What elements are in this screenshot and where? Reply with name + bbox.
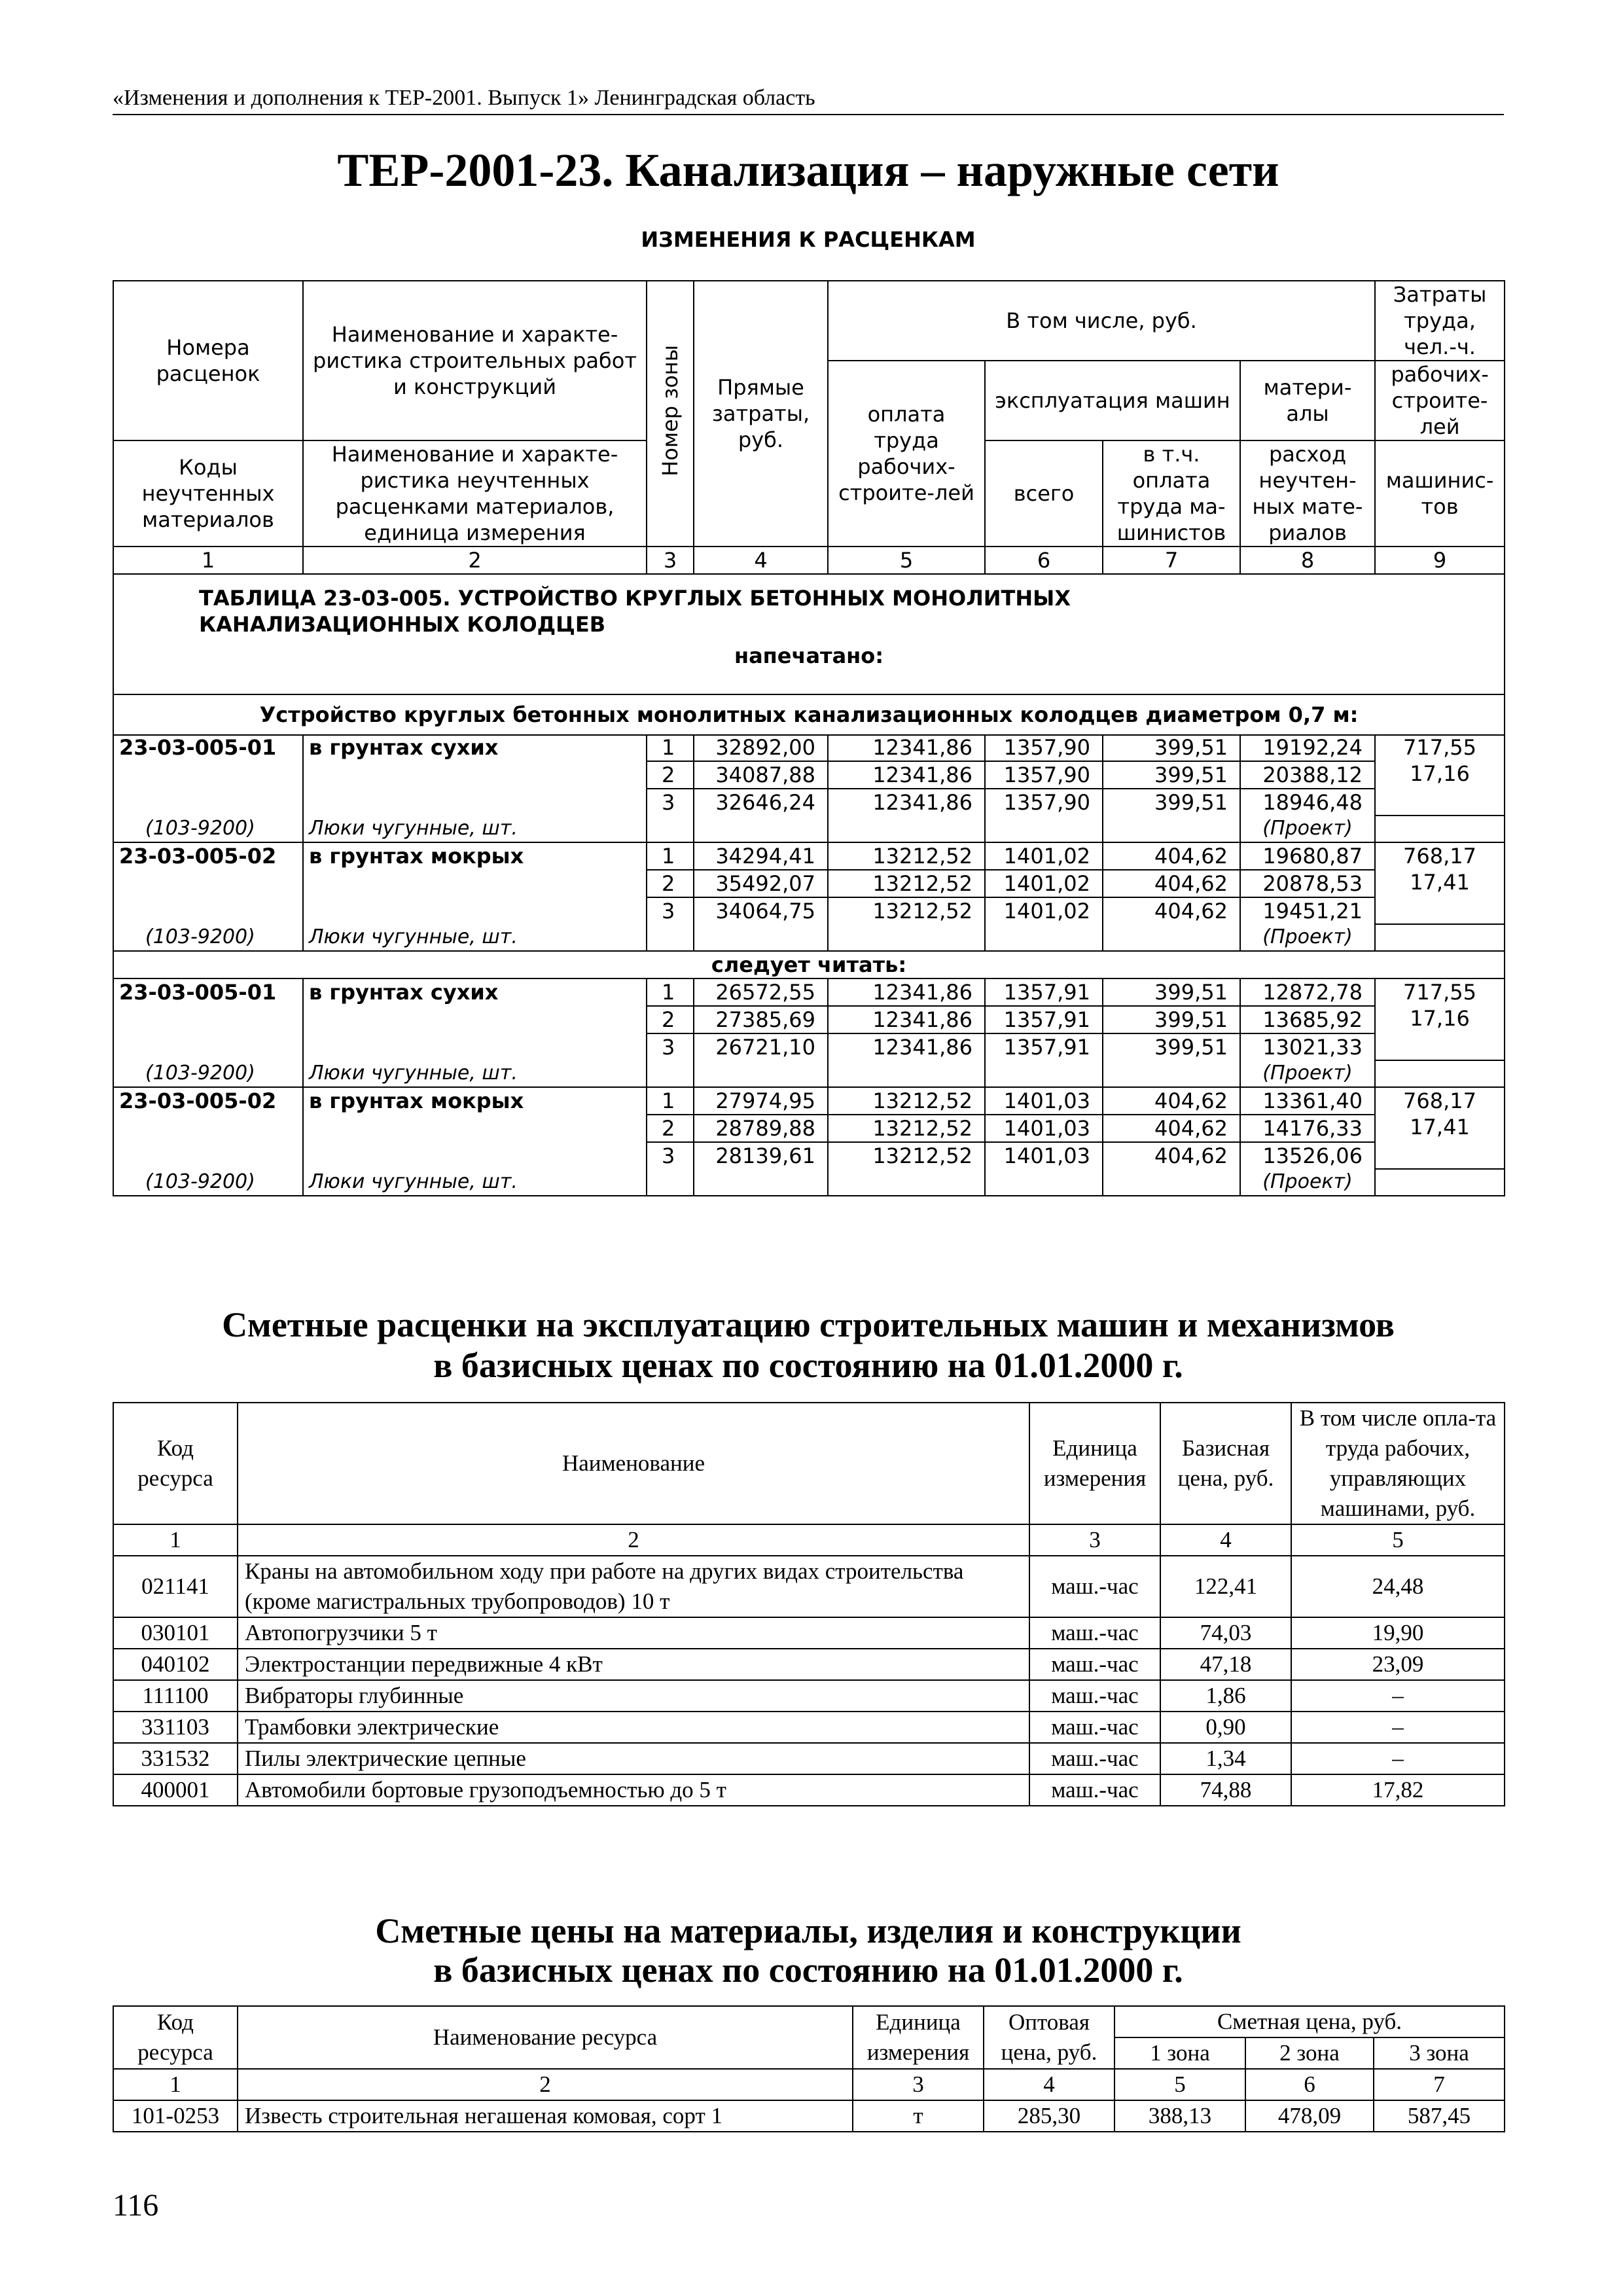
project-note: (Проект)	[1240, 1060, 1375, 1087]
direct-cost: 27385,69	[694, 1006, 828, 1033]
table-row	[113, 2100, 1505, 2132]
machinists-pay: 404,62	[1103, 897, 1240, 924]
table-title-cell	[113, 574, 1505, 694]
table-row	[113, 1649, 1505, 1680]
header-workers: рабочих-строите-лей	[1375, 361, 1505, 440]
base-price: 74,88	[1160, 1774, 1291, 1806]
unit: маш.-час	[1029, 1712, 1160, 1743]
empty-cell	[828, 1060, 985, 1087]
header-resource-code: Код ресурса	[113, 2006, 238, 2069]
machinists-pay: 399,51	[1103, 789, 1240, 816]
direct-cost: 28139,61	[694, 1142, 828, 1169]
empty-cell	[303, 1033, 647, 1060]
labor-costs-cell	[1375, 1087, 1505, 1169]
operator-pay: 19,90	[1291, 1617, 1505, 1649]
header-wholesale-price: Оптовая цена, руб.	[984, 2006, 1115, 2069]
header-resource-name: Наименование ресурса	[238, 2006, 853, 2069]
empty-cell	[694, 1169, 828, 1196]
work-name: в грунтах сухих	[303, 734, 647, 761]
empty-cell	[303, 789, 647, 816]
page-title: ТЕР-2001-23. Канализация – наружные сети	[337, 144, 1279, 196]
materials-cost: 14176,33	[1240, 1115, 1375, 1142]
zone-number: 3	[647, 897, 694, 924]
table-row	[113, 1060, 1505, 1087]
header-machinists: машинис-тов	[1375, 440, 1505, 547]
machine-name: Краны на автомобильном ходу при работе на других видах строительства (кроме магистральных трубопроводов) 10 т	[238, 1556, 1029, 1617]
labor-cost-machinists: 17,41	[1410, 870, 1470, 895]
machine-name: Автомобили бортовые грузоподъемностью до 5 т	[238, 1774, 1029, 1806]
machine-name: Вибраторы глубинные	[238, 1680, 1029, 1712]
resource-name: Известь строительная негашеная комовая, сорт 1	[238, 2100, 853, 2132]
unit: маш.-час	[1029, 1617, 1160, 1649]
rate-code: 23-03-005-01	[113, 734, 303, 761]
base-price: 74,03	[1160, 1617, 1291, 1649]
col-number: 2	[238, 1524, 1029, 1556]
empty-cell	[113, 870, 303, 897]
labor-pay: 13212,52	[828, 1087, 985, 1115]
project-note: (Проект)	[1240, 1169, 1375, 1196]
table-row	[113, 1774, 1505, 1806]
machine-name: Трамбовки электрические	[238, 1712, 1029, 1743]
rate-code: 23-03-005-01	[113, 978, 303, 1006]
operator-pay: 24,48	[1291, 1556, 1505, 1617]
labor-cost-workers: 717,55	[1403, 735, 1476, 760]
table-row	[113, 1617, 1505, 1649]
resource-code: 400001	[113, 1774, 238, 1806]
machines-cost: 1357,91	[985, 978, 1103, 1006]
zone-number: 2	[647, 1115, 694, 1142]
machines-cost: 1357,90	[985, 734, 1103, 761]
empty-cell	[1375, 924, 1505, 951]
labor-cost-machinists: 17,41	[1410, 1115, 1470, 1139]
machines-cost: 1401,02	[985, 870, 1103, 897]
empty-cell	[694, 924, 828, 951]
zone-number: 3	[647, 1033, 694, 1060]
labor-pay: 13212,52	[828, 842, 985, 870]
direct-cost: 27974,95	[694, 1087, 828, 1115]
table-row	[113, 1556, 1505, 1617]
col-number: 4	[984, 2069, 1115, 2100]
header-workers-pay: оплата труда рабочих-строите-лей	[828, 361, 985, 547]
machinists-pay: 399,51	[1103, 734, 1240, 761]
col-number: 4	[1160, 1524, 1291, 1556]
material-code: (103-9200)	[113, 1060, 303, 1087]
base-price: 1,34	[1160, 1743, 1291, 1774]
empty-cell	[1375, 1060, 1505, 1087]
machinists-pay: 399,51	[1103, 978, 1240, 1006]
header-zone: Номер зоны	[658, 345, 683, 476]
col-number: 2	[238, 2069, 853, 2100]
header-estimate-price: Сметная цена, руб.	[1115, 2006, 1505, 2037]
labor-pay: 12341,86	[828, 1006, 985, 1033]
machinists-pay: 404,62	[1103, 1115, 1240, 1142]
machines-cost: 1401,02	[985, 897, 1103, 924]
materials-cost: 12872,78	[1240, 978, 1375, 1006]
table-row	[113, 842, 1505, 870]
empty-cell	[113, 1115, 303, 1142]
labor-cost-machinists: 17,16	[1410, 1006, 1470, 1031]
machines-table	[113, 1402, 1505, 1806]
machine-name: Автопогрузчики 5 т	[238, 1617, 1029, 1649]
empty-cell	[113, 897, 303, 924]
zone-number: 3	[647, 789, 694, 816]
zone-number: 1	[647, 978, 694, 1006]
labor-pay: 12341,86	[828, 761, 985, 789]
col-number: 4	[694, 547, 828, 574]
header-unit: Единица измерения	[853, 2006, 984, 2069]
machines-cost: 1401,02	[985, 842, 1103, 870]
section-subtitle: ИЗМЕНЕНИЯ К РАСЦЕНКАМ	[641, 227, 976, 252]
col-number: 3	[647, 547, 694, 574]
header-work-name: Наименование и характе-ристика строительных работ и конструкций	[303, 281, 647, 440]
unit: маш.-час	[1029, 1680, 1160, 1712]
empty-cell	[647, 1169, 694, 1196]
rate-code: 23-03-005-02	[113, 1087, 303, 1115]
unit: маш.-час	[1029, 1649, 1160, 1680]
table-row	[113, 870, 1505, 897]
table-row	[113, 978, 1505, 1006]
unit: маш.-час	[1029, 1743, 1160, 1774]
labor-costs-cell	[1375, 734, 1505, 816]
labor-pay: 13212,52	[828, 897, 985, 924]
zone-number: 3	[647, 1142, 694, 1169]
machines-section-title-1: Сметные расценки на эксплуатацию строительных машин и механизмов	[222, 1305, 1395, 1344]
empty-cell	[694, 816, 828, 842]
materials-cost: 20388,12	[1240, 761, 1375, 789]
materials-section-title-1: Сметные цены на материалы, изделия и конструкции	[375, 1911, 1241, 1950]
direct-cost: 35492,07	[694, 870, 828, 897]
labor-pay: 13212,52	[828, 1142, 985, 1169]
empty-cell	[1375, 1169, 1505, 1196]
work-name: в грунтах мокрых	[303, 842, 647, 870]
materials-cost: 13685,92	[1240, 1006, 1375, 1033]
machinists-pay: 399,51	[1103, 761, 1240, 789]
header-name: Наименование	[238, 1403, 1029, 1524]
materials-cost: 13021,33	[1240, 1033, 1375, 1060]
direct-cost: 32892,00	[694, 734, 828, 761]
header-material-codes: Коды неучтенных материалов	[113, 440, 303, 547]
direct-cost: 34294,41	[694, 842, 828, 870]
empty-cell	[113, 761, 303, 789]
materials-cost: 13526,06	[1240, 1142, 1375, 1169]
table-row	[113, 897, 1505, 924]
col-number: 3	[853, 2069, 984, 2100]
machinists-pay: 404,62	[1103, 1087, 1240, 1115]
col-number: 5	[1115, 2069, 1245, 2100]
header-including: В том числе, руб.	[828, 281, 1375, 361]
material-name: Люки чугунные, шт.	[303, 924, 647, 951]
section-title: Устройство круглых бетонных монолитных канализационных колодцев диаметром 0,7 м:	[113, 694, 1505, 735]
material-code: (103-9200)	[113, 1169, 303, 1196]
direct-cost: 34087,88	[694, 761, 828, 789]
header-unit: Единица измерения	[1029, 1403, 1160, 1524]
resource-code: 331103	[113, 1712, 238, 1743]
table-row	[113, 1169, 1505, 1196]
labor-pay: 12341,86	[828, 1033, 985, 1060]
empty-cell	[985, 1169, 1103, 1196]
resource-code: 101-0253	[113, 2100, 238, 2132]
empty-cell	[694, 1060, 828, 1087]
unit: маш.-час	[1029, 1774, 1160, 1806]
header-materials: матери-алы	[1240, 361, 1375, 440]
base-price: 47,18	[1160, 1649, 1291, 1680]
machines-cost: 1357,91	[985, 1006, 1103, 1033]
project-note: (Проект)	[1240, 924, 1375, 951]
col-number: 6	[985, 547, 1103, 574]
empty-cell	[985, 924, 1103, 951]
project-note: (Проект)	[1240, 816, 1375, 842]
col-number: 9	[1375, 547, 1505, 574]
table-row	[113, 1142, 1505, 1169]
header-machines-operation: эксплуатация машин	[985, 361, 1240, 440]
zone-number: 2	[647, 761, 694, 789]
materials-cost: 19451,21	[1240, 897, 1375, 924]
material-name: Люки чугунные, шт.	[303, 816, 647, 842]
machine-name: Электростанции передвижные 4 кВт	[238, 1649, 1029, 1680]
materials-cost: 19192,24	[1240, 734, 1375, 761]
zone-number: 1	[647, 842, 694, 870]
col-number: 3	[1029, 1524, 1160, 1556]
direct-cost: 34064,75	[694, 897, 828, 924]
running-head: «Изменения и дополнения к ТЕР-2001. Выпуск 1» Ленинградская область	[113, 84, 1504, 115]
table-title: ТАБЛИЦА 23-03-005. УСТРОЙСТВО КРУГЛЫХ БЕТОННЫХ МОНОЛИТНЫХ КАНАЛИЗАЦИОННЫХ КОЛОДЦЕВ	[199, 586, 1071, 637]
labor-cost-machinists: 17,16	[1410, 761, 1470, 786]
work-name: в грунтах сухих	[303, 978, 647, 1006]
table-row	[113, 761, 1505, 789]
col-number: 6	[1245, 2069, 1374, 2100]
empty-cell	[1103, 1169, 1240, 1196]
header-labor-costs: Затраты труда, чел.-ч.	[1375, 281, 1505, 361]
operator-pay: –	[1291, 1712, 1505, 1743]
header-machines-total: всего	[985, 440, 1103, 547]
materials-cost: 13361,40	[1240, 1087, 1375, 1115]
unit: маш.-час	[1029, 1556, 1160, 1617]
machines-cost: 1401,03	[985, 1142, 1103, 1169]
base-price: 122,41	[1160, 1556, 1291, 1617]
material-name: Люки чугунные, шт.	[303, 1060, 647, 1087]
empty-cell	[113, 1142, 303, 1169]
table-row	[113, 951, 1505, 978]
header-rate-numbers: Номера расценок	[113, 281, 303, 440]
col-number: 8	[1240, 547, 1375, 574]
header-zone-1: 1 зона	[1115, 2037, 1245, 2069]
operator-pay: 23,09	[1291, 1649, 1505, 1680]
header-zone-3: 3 зона	[1374, 2037, 1505, 2069]
unit: т	[853, 2100, 984, 2132]
page-number: 116	[113, 2188, 159, 2223]
machinists-pay: 399,51	[1103, 1006, 1240, 1033]
materials-table	[113, 2005, 1505, 2132]
material-code: (103-9200)	[113, 816, 303, 842]
empty-cell	[1375, 816, 1505, 842]
machinists-pay: 404,62	[1103, 870, 1240, 897]
rates-changes-table-body	[113, 734, 1505, 1196]
wholesale-price: 285,30	[984, 2100, 1115, 2132]
empty-cell	[303, 1006, 647, 1033]
col-number: 1	[113, 2069, 238, 2100]
machines-cost: 1401,03	[985, 1087, 1103, 1115]
labor-cost-workers: 768,17	[1403, 1088, 1476, 1113]
machinists-pay: 404,62	[1103, 842, 1240, 870]
labor-pay: 13212,52	[828, 1115, 985, 1142]
empty-cell	[647, 1060, 694, 1087]
material-code: (103-9200)	[113, 924, 303, 951]
header-zone-cell	[647, 281, 694, 547]
empty-cell	[828, 816, 985, 842]
table-row	[113, 1006, 1505, 1033]
table-row	[113, 924, 1505, 951]
empty-cell	[303, 1142, 647, 1169]
empty-cell	[303, 897, 647, 924]
empty-cell	[647, 816, 694, 842]
materials-cost: 18946,48	[1240, 789, 1375, 816]
labor-costs-cell	[1375, 842, 1505, 924]
labor-pay: 12341,86	[828, 789, 985, 816]
empty-cell	[1103, 924, 1240, 951]
header-zone-2: 2 зона	[1245, 2037, 1374, 2069]
machines-cost: 1357,90	[985, 789, 1103, 816]
table-row	[113, 1712, 1505, 1743]
empty-cell	[113, 1006, 303, 1033]
empty-cell	[303, 870, 647, 897]
operator-pay: –	[1291, 1680, 1505, 1712]
labor-pay: 13212,52	[828, 870, 985, 897]
col-number: 1	[113, 547, 303, 574]
machine-name: Пилы электрические цепные	[238, 1743, 1029, 1774]
labor-pay: 12341,86	[828, 734, 985, 761]
column-numbers-row	[113, 547, 1505, 574]
empty-cell	[985, 1060, 1103, 1087]
header-operator-pay: В том числе опла-та труда рабочих, управляющих машинами, руб.	[1291, 1403, 1505, 1524]
direct-cost: 26572,55	[694, 978, 828, 1006]
resource-code: 040102	[113, 1649, 238, 1680]
table-row	[113, 789, 1505, 816]
direct-cost: 28789,88	[694, 1115, 828, 1142]
labor-pay: 12341,86	[828, 978, 985, 1006]
direct-cost: 26721,10	[694, 1033, 828, 1060]
empty-cell	[113, 789, 303, 816]
empty-cell	[985, 816, 1103, 842]
table-row	[113, 734, 1505, 761]
empty-cell	[113, 1033, 303, 1060]
empty-cell	[303, 1115, 647, 1142]
table-row	[113, 1680, 1505, 1712]
table-row	[113, 816, 1505, 842]
table-row	[113, 1033, 1505, 1060]
resource-code: 331532	[113, 1743, 238, 1774]
table-row	[113, 1115, 1505, 1142]
machines-cost: 1357,91	[985, 1033, 1103, 1060]
materials-section-title-2: в базисных ценах по состоянию на 01.01.2000 г.	[433, 1950, 1183, 1990]
zone-1-price: 388,13	[1115, 2100, 1245, 2132]
zone-3-price: 587,45	[1374, 2100, 1505, 2132]
col-number: 7	[1374, 2069, 1505, 2100]
header-direct-costs: Прямые затраты, руб.	[694, 281, 828, 547]
operator-pay: –	[1291, 1743, 1505, 1774]
col-number: 5	[1291, 1524, 1505, 1556]
zone-number: 1	[647, 734, 694, 761]
empty-cell	[828, 1169, 985, 1196]
header-base-price: Базисная цена, руб.	[1160, 1403, 1291, 1524]
resource-code: 030101	[113, 1617, 238, 1649]
empty-cell	[1103, 1060, 1240, 1087]
base-price: 0,90	[1160, 1712, 1291, 1743]
materials-cost: 19680,87	[1240, 842, 1375, 870]
header-unaccounted-materials: расход неучтен-ных мате-риалов	[1240, 440, 1375, 547]
header-material-names: Наименование и характе-ристика неучтенных расценками материалов, единица измерения	[303, 440, 647, 547]
material-name: Люки чугунные, шт.	[303, 1169, 647, 1196]
read-label: следует читать:	[113, 951, 1505, 978]
labor-cost-workers: 768,17	[1403, 844, 1476, 869]
labor-cost-workers: 717,55	[1403, 980, 1476, 1005]
zone-number: 2	[647, 1006, 694, 1033]
header-resource-code: Код ресурса	[113, 1403, 238, 1524]
labor-costs-cell	[1375, 978, 1505, 1060]
machines-cost: 1401,03	[985, 1115, 1103, 1142]
rates-changes-table	[113, 280, 1505, 736]
resource-code: 021141	[113, 1556, 238, 1617]
empty-cell	[647, 924, 694, 951]
zone-number: 2	[647, 870, 694, 897]
machines-section-title-2: в базисных ценах по состоянию на 01.01.2000 г.	[433, 1346, 1183, 1385]
column-numbers-row	[113, 1524, 1505, 1556]
empty-cell	[1103, 816, 1240, 842]
col-number: 2	[303, 547, 647, 574]
table-row	[113, 1743, 1505, 1774]
machinists-pay: 399,51	[1103, 1033, 1240, 1060]
empty-cell	[828, 924, 985, 951]
col-number: 5	[828, 547, 985, 574]
direct-cost: 32646,24	[694, 789, 828, 816]
zone-2-price: 478,09	[1245, 2100, 1374, 2132]
machinists-pay: 404,62	[1103, 1142, 1240, 1169]
materials-cost: 20878,53	[1240, 870, 1375, 897]
base-price: 1,86	[1160, 1680, 1291, 1712]
col-number: 1	[113, 1524, 238, 1556]
operator-pay: 17,82	[1291, 1774, 1505, 1806]
printed-label: напечатано:	[734, 643, 884, 668]
zone-number: 1	[647, 1087, 694, 1115]
empty-cell	[303, 761, 647, 789]
machines-cost: 1357,90	[985, 761, 1103, 789]
header-machinists-pay: в т.ч. оплата труда ма-шинистов	[1103, 440, 1240, 547]
column-numbers-row	[113, 2069, 1505, 2100]
work-name: в грунтах мокрых	[303, 1087, 647, 1115]
col-number: 7	[1103, 547, 1240, 574]
rate-code: 23-03-005-02	[113, 842, 303, 870]
table-row	[113, 1087, 1505, 1115]
resource-code: 111100	[113, 1680, 238, 1712]
